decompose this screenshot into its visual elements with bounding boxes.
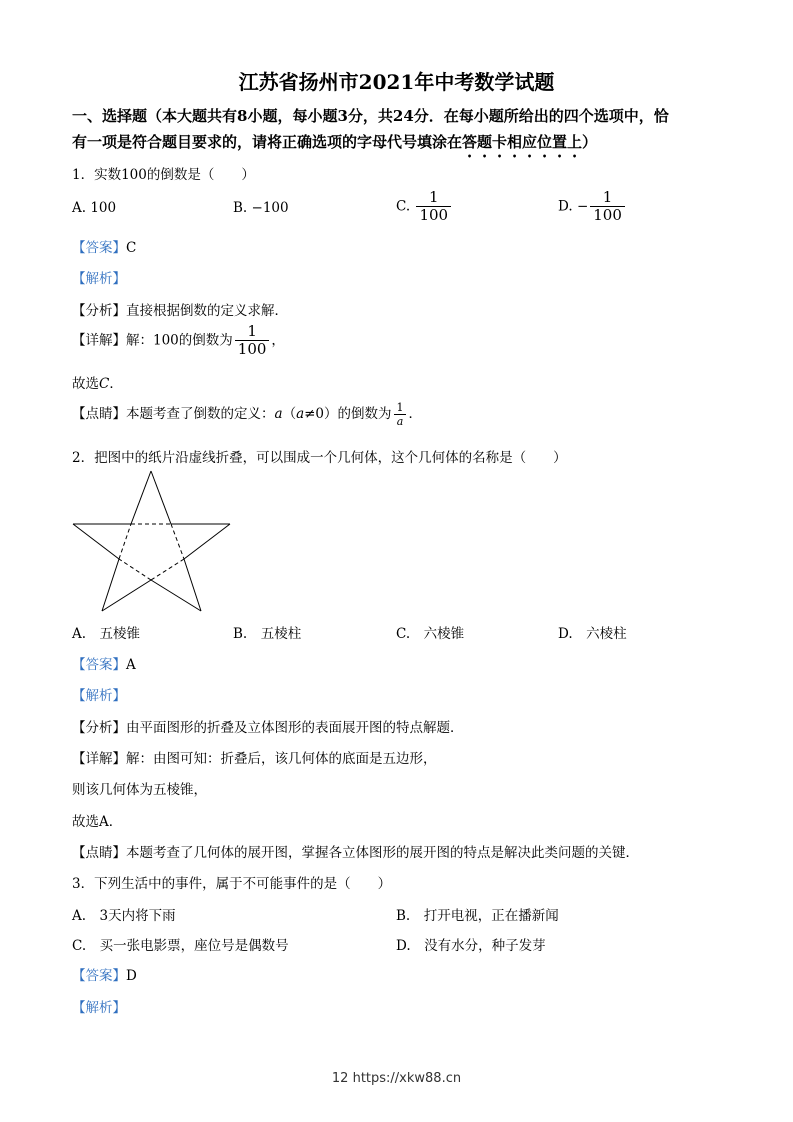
q3-answer	[72, 964, 137, 984]
variable-a: a	[296, 406, 305, 423]
section-heading-close: ）	[582, 133, 598, 151]
q1-answer	[72, 236, 136, 256]
fraction-denominator: 100	[590, 206, 625, 224]
q1-analysis-label: 【解析】	[72, 271, 126, 287]
fraction-numerator: 1	[602, 188, 613, 206]
option-label: C.	[396, 198, 411, 215]
q3-option-c: C. 买一张电影票，座位号是偶数号	[72, 938, 289, 954]
q3-option-a: A. 3天内将下雨	[72, 908, 176, 924]
option-value: −100	[251, 200, 289, 216]
q2-option-c: C. 六棱锥	[396, 626, 465, 642]
conclusion-end: ．	[109, 376, 123, 392]
q3-stem: 3．下列生活中的事件，属于不可能事件的是（ ）	[72, 876, 392, 892]
answer-label: 【答案】	[72, 968, 126, 984]
fold-line	[119, 559, 151, 580]
q1-detail	[72, 324, 285, 358]
fenxi-label: 【分析】	[72, 720, 126, 736]
section-heading-line2	[72, 131, 597, 161]
fraction-numerator: 1	[247, 322, 257, 340]
q2-fenxi	[72, 716, 464, 736]
section-heading-line1: 一、选择题（本大题共有8小题，每小题3分，共24分．在每小题所给出的四个选项中，恰	[72, 107, 669, 125]
q3-option-b: B. 打开电视，正在播新闻	[396, 908, 559, 924]
q1-dianjing	[72, 402, 422, 427]
conclusion-text: 故选	[72, 376, 99, 392]
q2-analysis-label: 【解析】	[72, 688, 126, 704]
q1-option-b	[233, 200, 289, 216]
fraction	[416, 190, 451, 224]
fold-line	[171, 524, 184, 559]
dianjing-text: 本题考查了倒数的定义：	[126, 406, 275, 423]
fold-line	[151, 559, 184, 580]
answer-value: D	[126, 968, 137, 984]
detail-text: 解：100的倒数为	[126, 332, 233, 349]
fraction-numerator: 1	[428, 188, 439, 206]
star-edge	[151, 471, 171, 524]
star-edge	[184, 559, 201, 611]
q3-analysis-label: 【解析】	[72, 1000, 126, 1016]
option-label: B.	[233, 200, 248, 216]
q1-fenxi	[72, 299, 288, 319]
fraction	[235, 324, 270, 358]
fraction-denominator: 100	[235, 340, 270, 358]
star-edge	[102, 559, 119, 611]
star-edge	[131, 471, 151, 524]
paren: （	[282, 406, 297, 423]
fold-line	[119, 524, 131, 559]
q1-option-d	[558, 190, 627, 224]
fraction	[394, 402, 407, 427]
q3-option-d: D. 没有水分，种子发芽	[396, 938, 546, 954]
detail-end: ，	[271, 332, 285, 349]
fraction-numerator: 1	[396, 401, 404, 414]
answer-value: C	[126, 240, 137, 256]
star-edge	[151, 580, 201, 611]
q2-detail-2: 则该几何体为五棱锥，	[72, 782, 207, 798]
fraction	[590, 190, 625, 224]
q2-conclusion: 故选A．	[72, 814, 123, 830]
fenxi-text: 直接根据倒数的定义求解．	[126, 303, 288, 319]
dianjing-label: 【点睛】	[72, 845, 126, 861]
star-edge	[184, 524, 230, 559]
dianjing-label: 【点睛】	[72, 406, 126, 423]
star-edge	[73, 524, 119, 559]
dianjing-end: ．	[408, 406, 423, 423]
variable-a: a	[274, 406, 283, 423]
q1-option-a: A. 100	[72, 200, 117, 216]
fraction-denominator: 100	[416, 206, 451, 224]
q1-stem: 1．实数100的倒数是（ ）	[72, 167, 255, 183]
q1-option-c	[396, 190, 453, 224]
q2-option-a: A. 五棱锥	[72, 626, 141, 642]
q2-option-b: B. 五棱柱	[233, 626, 302, 642]
star-edge	[102, 580, 151, 611]
detail-label: 【详解】	[72, 751, 126, 767]
fenxi-label: 【分析】	[72, 303, 126, 319]
q2-answer	[72, 653, 136, 673]
q2-dianjing	[72, 841, 639, 861]
emphasis-text: 答题卡相应位置上	[462, 133, 583, 151]
q2-detail	[72, 747, 437, 767]
answer-label: 【答案】	[72, 657, 126, 673]
page-footer: 12 https://xkw88.cn	[331, 1071, 462, 1086]
section-heading-text: 有一项是符合题目要求的，请将正确选项的字母代号填涂在	[72, 133, 463, 151]
conclusion-letter: C	[99, 376, 110, 392]
detail-text: 解：由图可知：折叠后，该几何体的底面是五边形，	[126, 751, 437, 767]
answer-value: A	[126, 657, 136, 673]
fenxi-text: 由平面图形的折叠及立体图形的表面展开图的特点解题．	[126, 720, 464, 736]
detail-label: 【详解】	[72, 332, 126, 349]
page-title: 江苏省扬州市2021年中考数学试题	[238, 70, 555, 94]
q1-conclusion	[72, 372, 123, 392]
minus-sign: −	[576, 198, 589, 215]
dianjing-text: 本题考查了几何体的展开图，掌握各立体图形的展开图的特点是解决此类问题的关键．	[126, 845, 639, 861]
option-label: D.	[558, 198, 573, 215]
dianjing-text-2: ≠0）的倒数为	[304, 406, 392, 423]
fraction-denominator: a	[394, 414, 407, 428]
q2-option-d: D. 六棱柱	[558, 626, 627, 642]
answer-label: 【答案】	[72, 240, 126, 256]
q2-stem: 2．把图中的纸片沿虚线折叠，可以围成一个几何体，这个几何体的名称是（ ）	[72, 450, 567, 466]
star-net-figure	[68, 466, 238, 616]
